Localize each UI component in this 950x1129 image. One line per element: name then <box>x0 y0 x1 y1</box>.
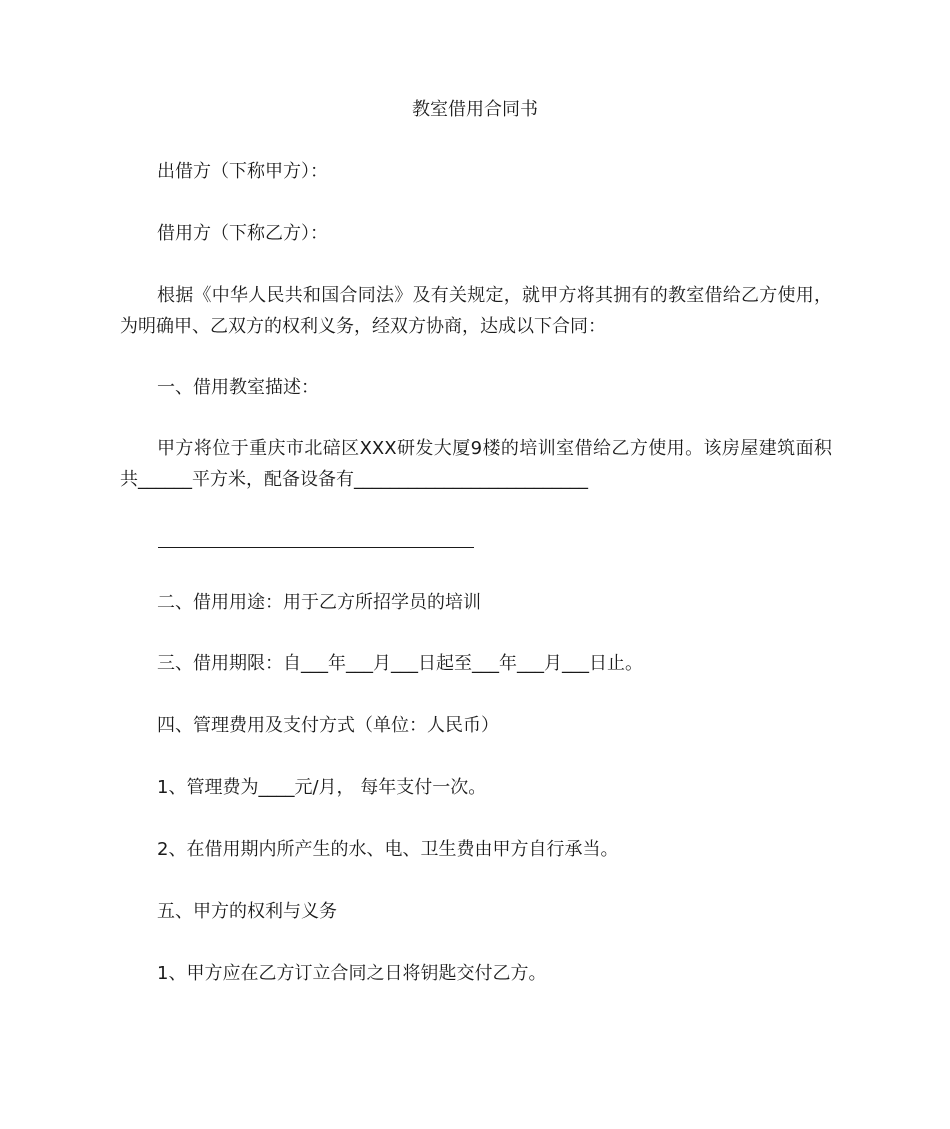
section-heading-4: 四、管理费用及支付方式（单位：人民币） <box>157 715 499 736</box>
fee-clause-1: 1、管理费为____元/月， 每年支付一次。 <box>157 777 487 798</box>
fee-clause-2: 2、在借用期内所产生的水、电、卫生费由甲方自行承当。 <box>157 839 619 860</box>
section-heading-5: 五、甲方的权利与义务 <box>157 901 337 922</box>
document-title: 教室借用合同书 <box>412 99 538 120</box>
section-heading-1: 一、借用教室描述： <box>157 377 319 398</box>
lender-line: 出借方（下称甲方）： <box>157 161 328 182</box>
party-a-clause-1: 1、甲方应在乙方订立合同之日将钥匙交付乙方。 <box>157 963 547 984</box>
classroom-description-paragraph: 甲方将位于重庆市北碚区XXX研发大厦9楼的培训室借给乙方使用。该房屋建筑面积共______平方米，配备设备有__________________________ <box>120 438 832 490</box>
borrower-line: 借用方（下称乙方）： <box>157 223 328 244</box>
preamble-paragraph: 根据《中华人民共和国合同法》及有关规定，就甲方将其拥有的教室借给乙方使用，为明确甲、乙双方的权利义务，经双方协商，达成以下合同： <box>120 285 832 337</box>
section-heading-2: 二、借用用途：用于乙方所招学员的培训 <box>157 592 481 613</box>
section-heading-3: 三、借用期限：自___年___月___日起至___年___月___日止。 <box>157 653 643 674</box>
blank-underline <box>158 547 474 548</box>
